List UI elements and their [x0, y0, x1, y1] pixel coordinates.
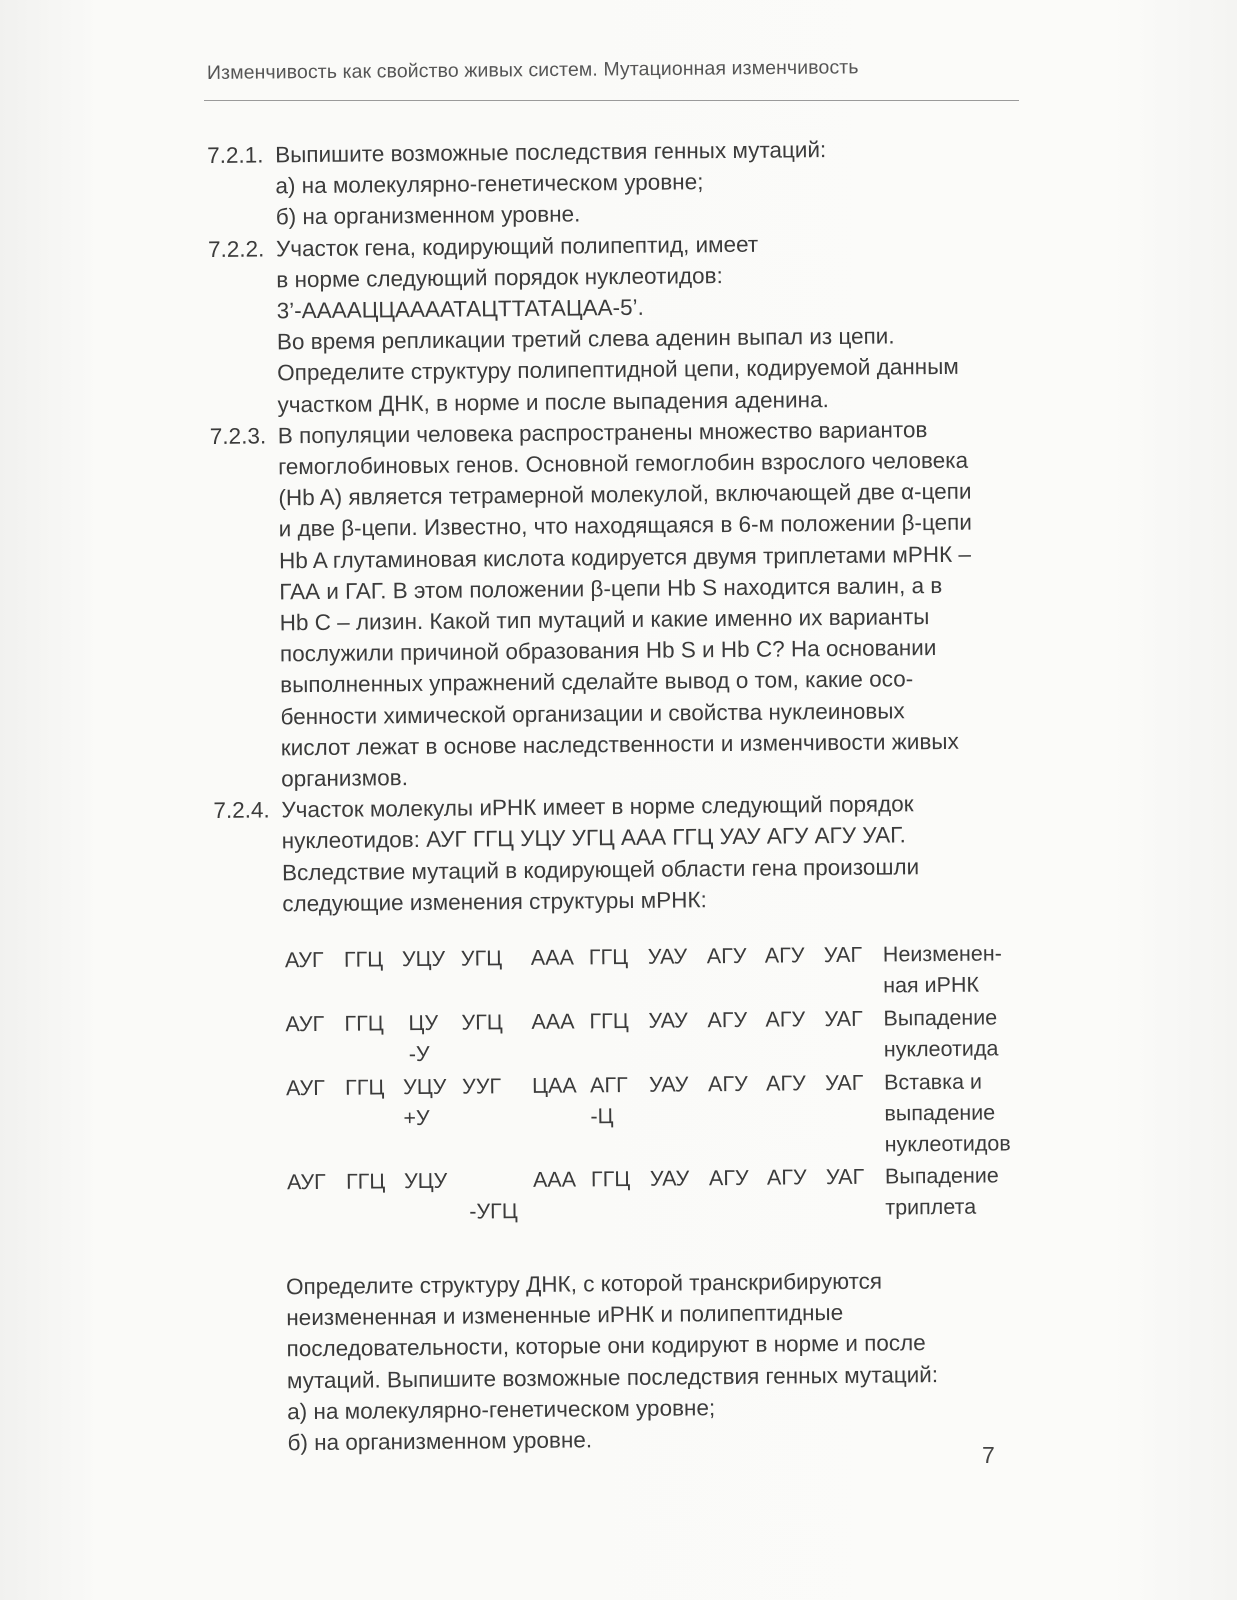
- header-rule: [204, 100, 1019, 101]
- closing-line: б) на организменном уровне.: [287, 1427, 593, 1456]
- codon-cell: АГУ: [708, 1165, 749, 1191]
- row-label: триплета: [885, 1194, 977, 1220]
- task-line: Hb A глутаминовая кислота кодируется двумя триплетами мРНК –: [278, 541, 972, 573]
- row-label: Неизменен-: [882, 941, 1002, 967]
- task-line: гемоглобиновых генов. Основной гемоглобин взрослого человека: [278, 447, 969, 480]
- codon-cell: УГЦ: [460, 946, 503, 971]
- codon-cell: УЦУ: [401, 946, 446, 972]
- task-line: ГАА и ГАГ. В этом положении β-цепи Hb S находится валин, а в: [279, 572, 943, 605]
- dna-sequence: 3’-ААААЦЦААААТАЦТТАТАЦАА-5’.: [276, 294, 644, 324]
- codon-cell: АГУ: [707, 1007, 748, 1033]
- closing-line: Определите структуру ДНК, с которой транскрибируются: [285, 1268, 883, 1300]
- codon-cell: АГУ: [765, 1071, 806, 1096]
- codon-cell: ГГЦ: [344, 1075, 385, 1100]
- task-7-2-1: [207, 132, 1038, 234]
- task-7-2-2: [208, 226, 1040, 421]
- mutation-mark: -У: [408, 1041, 430, 1067]
- running-title: Изменчивость как свойство живых систем. Мутационная изменчивость: [206, 56, 859, 84]
- closing-instructions: [218, 1264, 1050, 1459]
- codon-cell: АГУ: [765, 1007, 806, 1032]
- mutation-mark: -УГЦ: [469, 1199, 518, 1224]
- codon-cell: ГГЦ: [588, 945, 629, 970]
- task-line: послужили причиной образования Hb S и Hb C? На основании: [279, 635, 937, 667]
- task-line: в норме следующий порядок нуклеотидов:: [276, 262, 723, 293]
- task-line: организмов.: [281, 765, 409, 792]
- page-body: [207, 132, 1050, 1459]
- row-label: Вставка и: [883, 1069, 983, 1095]
- codon-cell: ААА: [531, 1009, 575, 1035]
- closing-line: неизмененная и измененные иРНК и полипептидные: [286, 1300, 844, 1331]
- task-number: 7.2.1.: [207, 142, 264, 168]
- task-line: Во время репликации третий слева аденин выпал из цепи.: [276, 323, 895, 355]
- row-label: нуклеотида: [883, 1036, 999, 1062]
- codon-cell: УАГ: [825, 1164, 865, 1190]
- task-line: Участок гена, кодирующий полипептид, имеет: [275, 231, 759, 261]
- task-line: бенности химической организации и свойства нуклеиновых: [280, 697, 905, 729]
- codon-cell: УГЦ: [461, 1010, 503, 1035]
- row-label: ная иРНК: [883, 972, 980, 998]
- task-number: 7.2.4.: [213, 797, 270, 824]
- codon-cell: УАУ: [648, 1008, 688, 1033]
- codon-cell: АГУ: [706, 943, 747, 969]
- codon-cell: УУГ: [461, 1074, 502, 1099]
- task-line: участком ДНК, в норме и после выпадения аденина.: [277, 386, 829, 417]
- task-line: (Hb A) является тетрамерной молекулой, включающей две α-цепи: [278, 478, 972, 511]
- codon-cell: ГГЦ: [343, 947, 384, 972]
- closing-line: мутаций. Выпишите возможные последствия генных мутаций:: [286, 1361, 939, 1393]
- codon-cell: УАГ: [823, 942, 863, 968]
- codon-cell: ГГЦ: [590, 1167, 631, 1192]
- task-line: кислот лежат в основе наследственности и изменчивости живых: [280, 728, 959, 761]
- task-line: следующие изменения структуры мРНК:: [282, 887, 707, 917]
- codon-cell: ЦАА: [531, 1073, 577, 1099]
- row-label: Выпадение: [883, 1005, 998, 1031]
- codon-cell: АУГ: [285, 1011, 325, 1037]
- codon-cell: УАУ: [649, 1166, 690, 1191]
- codon-cell: АГУ: [764, 943, 805, 968]
- task-line: Выпишите возможные последствия генных мутаций:: [275, 137, 827, 168]
- row-label: выпадение: [884, 1100, 996, 1126]
- codon-cell: УАГ: [824, 1070, 864, 1096]
- task-line: нуклеотидов: АУГ ГГЦ УЦУ УГЦ ААА ГГЦ УАУ АГУ АГУ УАГ.: [281, 822, 906, 854]
- task-line: Участок молекулы иРНК имеет в норме следующий порядок: [281, 791, 914, 823]
- task-number: 7.2.2.: [207, 236, 265, 262]
- closing-line: последовательности, которые они кодируют в норме и после: [286, 1330, 926, 1362]
- codon-cell: АУГ: [286, 1169, 326, 1195]
- task-line: и две β-цепи. Известно, что находящаяся в 6-м положении β-цепи: [278, 510, 972, 542]
- codon-cell: УАУ: [647, 944, 688, 969]
- codon-cell: АГУ: [766, 1165, 807, 1190]
- codon-cell: ГГЦ: [589, 1009, 629, 1034]
- codon-cell: УАГ: [824, 1006, 863, 1032]
- codon-cell: УЦУ: [402, 1074, 447, 1100]
- codon-cell: ААА: [530, 945, 575, 971]
- task-line: а) на молекулярно-генетическом уровне;: [275, 169, 704, 199]
- codon-cell: АУГ: [285, 1075, 325, 1101]
- codon-cell: УАУ: [648, 1072, 689, 1097]
- row-label: Выпадение: [884, 1163, 999, 1189]
- mutation-mark: -Ц: [590, 1104, 614, 1129]
- task-7-2-3: [210, 413, 1044, 795]
- page-number: 7: [982, 1442, 995, 1468]
- mrna-table: [283, 938, 1026, 1245]
- codon-cell: АГУ: [707, 1071, 748, 1097]
- codon-cell: ЦУ: [408, 1010, 439, 1036]
- codon-cell: ГГЦ: [345, 1169, 386, 1194]
- task-line: Hb C – лизин. Какой тип мутаций и какие именно их варианты: [279, 604, 930, 636]
- task-line: б) на организменном уровне.: [275, 201, 581, 230]
- codon-cell: УЦУ: [403, 1168, 448, 1194]
- task-number: 7.2.3.: [209, 423, 267, 449]
- mutation-mark: +У: [403, 1105, 430, 1131]
- task-7-2-4: [213, 787, 1044, 920]
- task-line: Вследствие мутаций в кодирующей области гена произошли: [281, 853, 920, 885]
- codon-cell: ААА: [532, 1167, 577, 1192]
- codon-cell: АГГ: [589, 1073, 628, 1098]
- task-line: Определите структуру полипептидной цепи, кодируемой данным: [277, 354, 959, 386]
- codon-cell: АУГ: [284, 947, 324, 973]
- closing-line: а) на молекулярно-генетическом уровне;: [287, 1395, 716, 1425]
- codon-cell: ГГЦ: [344, 1011, 384, 1036]
- task-line: В популяции человека распространены множество вариантов: [277, 416, 928, 449]
- task-line: выполненных упражнений сделайте вывод о том, какие осо-: [280, 666, 914, 698]
- row-label: нуклеотидов: [884, 1131, 1011, 1157]
